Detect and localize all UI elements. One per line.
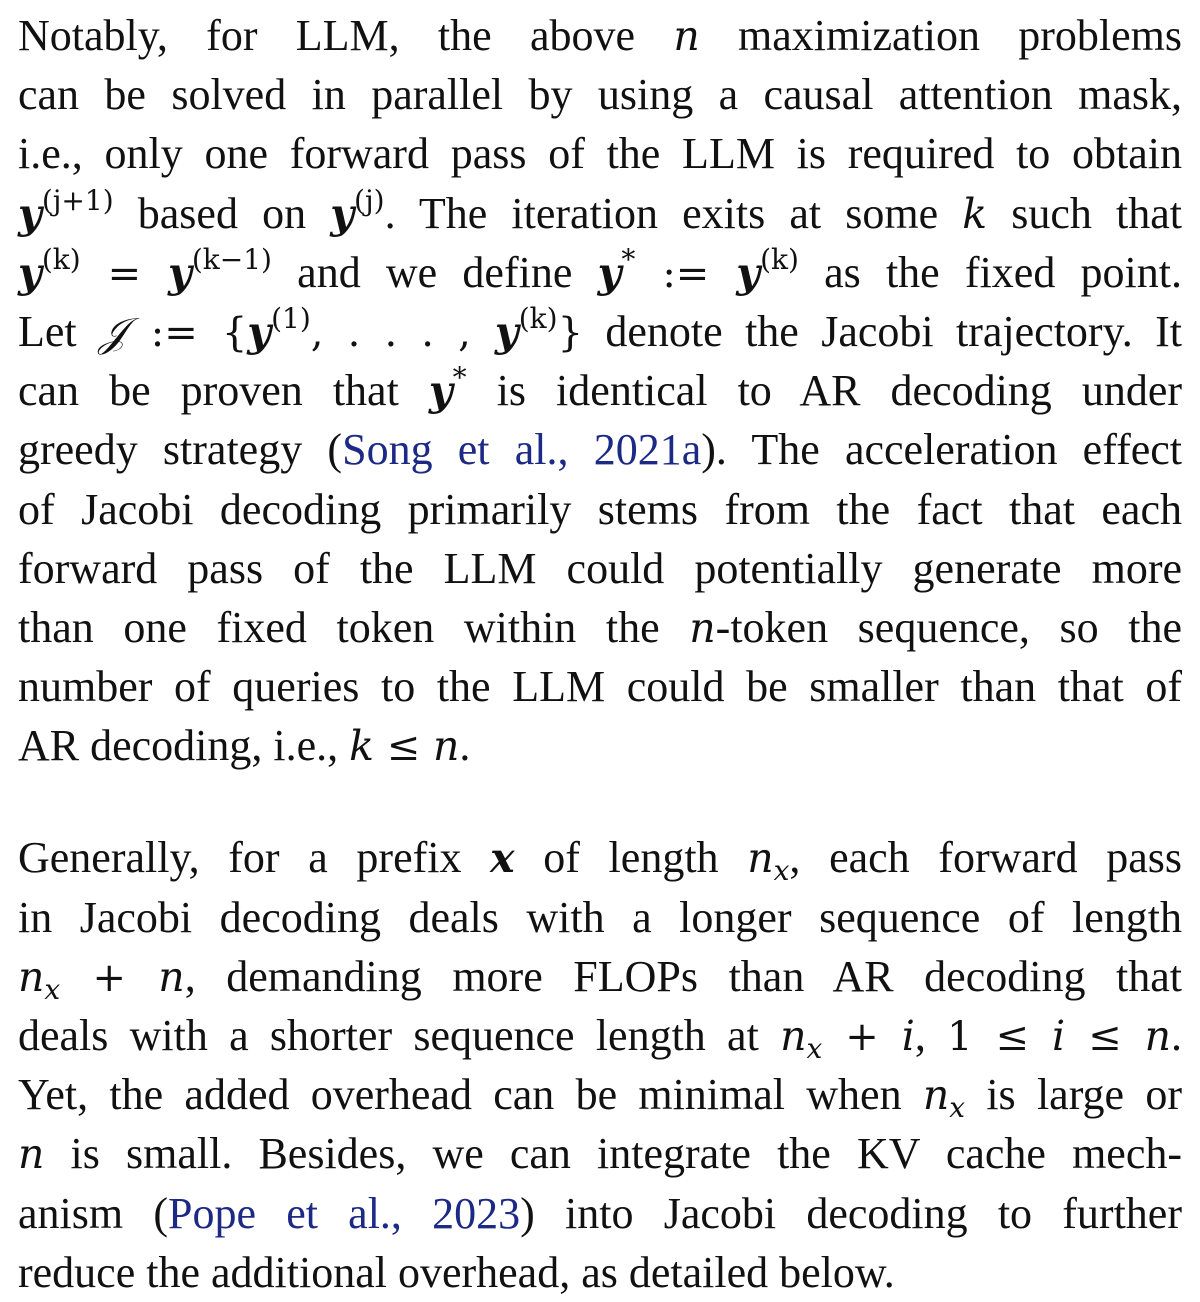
text-line (18, 716, 1182, 775)
text-run: ) into Jacobi decoding to further (520, 1188, 1182, 1238)
math-n: n (432, 722, 460, 771)
math-n: n (673, 12, 700, 60)
math-defeq: := (126, 309, 222, 356)
math-equals: = (80, 250, 169, 297)
text-run: denote the Jacobi trajectory. It (583, 306, 1182, 356)
text-run: , demanding more FLOPs than AR decoding that (184, 951, 1182, 1001)
math-y: y (247, 307, 272, 356)
math-n: n (1144, 1012, 1171, 1060)
math-n: n (922, 1071, 950, 1120)
text-run: AR decoding, i.e., (18, 721, 350, 771)
math-superscript: * (621, 242, 636, 276)
text-run: greedy strategy ( (18, 425, 343, 475)
math-le: ≤ (374, 724, 433, 771)
math-le: ≤ (1065, 1014, 1145, 1060)
text-run: , (914, 1011, 948, 1060)
text-run: anism ( (18, 1188, 168, 1238)
math-subscript: x (806, 1032, 823, 1065)
text-line: of Jacobi decoding primarily stems from the fact that each (18, 484, 1182, 534)
text-run: as the fixed point. (798, 247, 1182, 297)
math-subscript: x (773, 854, 790, 888)
text-run: . (459, 721, 471, 771)
math-superscript: (k−1) (191, 242, 272, 276)
math-n: n (747, 834, 774, 883)
text-line: in Jacobi decoding deals with a longer sequence of length (18, 892, 1182, 942)
math-k: k (962, 189, 988, 238)
text-line (18, 947, 1182, 1006)
math-calligraphic-j: 𝒥 (99, 309, 127, 356)
math-y: y (18, 248, 42, 297)
math-plus: + (822, 1014, 902, 1060)
math-subscript: x (44, 972, 61, 1006)
math-n: n (158, 952, 185, 1001)
math-le: ≤ (972, 1014, 1053, 1060)
math-superscript: (1) (271, 301, 311, 335)
paragraph-1 (18, 6, 1182, 775)
text-run: is large or (965, 1070, 1182, 1120)
text-run: . The iteration exits at some (384, 188, 963, 238)
math-superscript: (j) (354, 183, 385, 217)
text-line (18, 828, 1182, 887)
text-run: Generally, for a prefix (18, 833, 491, 883)
text-run: is identical to AR decoding under (466, 366, 1183, 416)
math-y: y (18, 189, 42, 238)
text-run: is small. Besides, we can integrate the KV cache mech- (44, 1129, 1182, 1179)
text-line: forward pass of the LLM could potentially generate more (18, 543, 1182, 593)
math-y: y (597, 248, 622, 297)
text-run: Yet, the added overhead can be minimal when (18, 1070, 923, 1120)
math-n: n (689, 603, 716, 652)
text-run: than one fixed token within the (18, 602, 690, 652)
math-i: i (1052, 1012, 1066, 1060)
math-superscript: (j+1) (41, 183, 114, 217)
math-plus: + (60, 954, 159, 1001)
citation-link[interactable]: Song et al., 2021a (342, 425, 702, 475)
text-run: such that (987, 188, 1183, 238)
text-line (18, 302, 1182, 361)
math-y: y (736, 248, 761, 297)
text-line (18, 420, 1182, 479)
math-brace: { (221, 309, 248, 356)
math-superscript: * (452, 361, 467, 395)
math-subscript: x (949, 1091, 966, 1125)
text-run: Let (18, 306, 100, 356)
text-line (18, 1065, 1182, 1124)
text-run: deals with a shorter sequence length at (18, 1011, 781, 1060)
text-run: Notably, for LLM, the above (18, 11, 674, 60)
text-run: -token sequence, so the (715, 602, 1182, 652)
paragraph-gap (18, 775, 1182, 828)
text-line (18, 361, 1182, 420)
text-line (18, 184, 1182, 243)
math-n: n (18, 952, 45, 1001)
text-run: based on (113, 188, 331, 238)
text-line: i.e., only one forward pass of the LLM is required to obtain (18, 129, 1182, 179)
text-line: can be solved in parallel by using a causal attention mask, (18, 70, 1182, 120)
text-run: ). The acceleration effect (701, 425, 1183, 475)
text-line (18, 243, 1182, 302)
text-line (18, 1006, 1182, 1065)
text-run: can be proven that (18, 366, 429, 416)
math-x: x (490, 834, 515, 883)
math-y: y (494, 307, 519, 356)
math-i: i (901, 1012, 915, 1060)
math-defeq: := (635, 250, 737, 297)
text-run: and we define (271, 247, 598, 297)
text-run: . (1171, 1011, 1182, 1060)
math-y: y (330, 189, 355, 238)
math-n: n (780, 1012, 807, 1060)
math-brace: } (557, 309, 584, 356)
citation-link[interactable]: Pope et al., 2023 (167, 1188, 521, 1238)
paragraph-2 (18, 828, 1182, 1302)
text-line (18, 6, 1182, 65)
math-ellipsis: , . . . , (310, 309, 495, 356)
text-line: reduce the additional overhead, as detailed below. (18, 1247, 895, 1297)
text-run: maximization problems (699, 11, 1182, 60)
math-superscript: (k) (518, 301, 558, 335)
math-y: y (168, 248, 192, 297)
text-line (18, 598, 1182, 657)
math-superscript: (k) (760, 242, 799, 276)
math-n: n (18, 1130, 45, 1179)
text-line (18, 1124, 1182, 1183)
math-y: y (428, 367, 453, 416)
math-one: 1 (947, 1014, 973, 1060)
math-k: k (349, 722, 375, 771)
text-run: , each forward pass (789, 833, 1183, 883)
text-line (18, 1184, 1182, 1243)
text-run: of length (514, 833, 748, 883)
math-superscript: (k) (41, 242, 81, 276)
text-line: number of queries to the LLM could be smaller than that of (18, 662, 1182, 712)
